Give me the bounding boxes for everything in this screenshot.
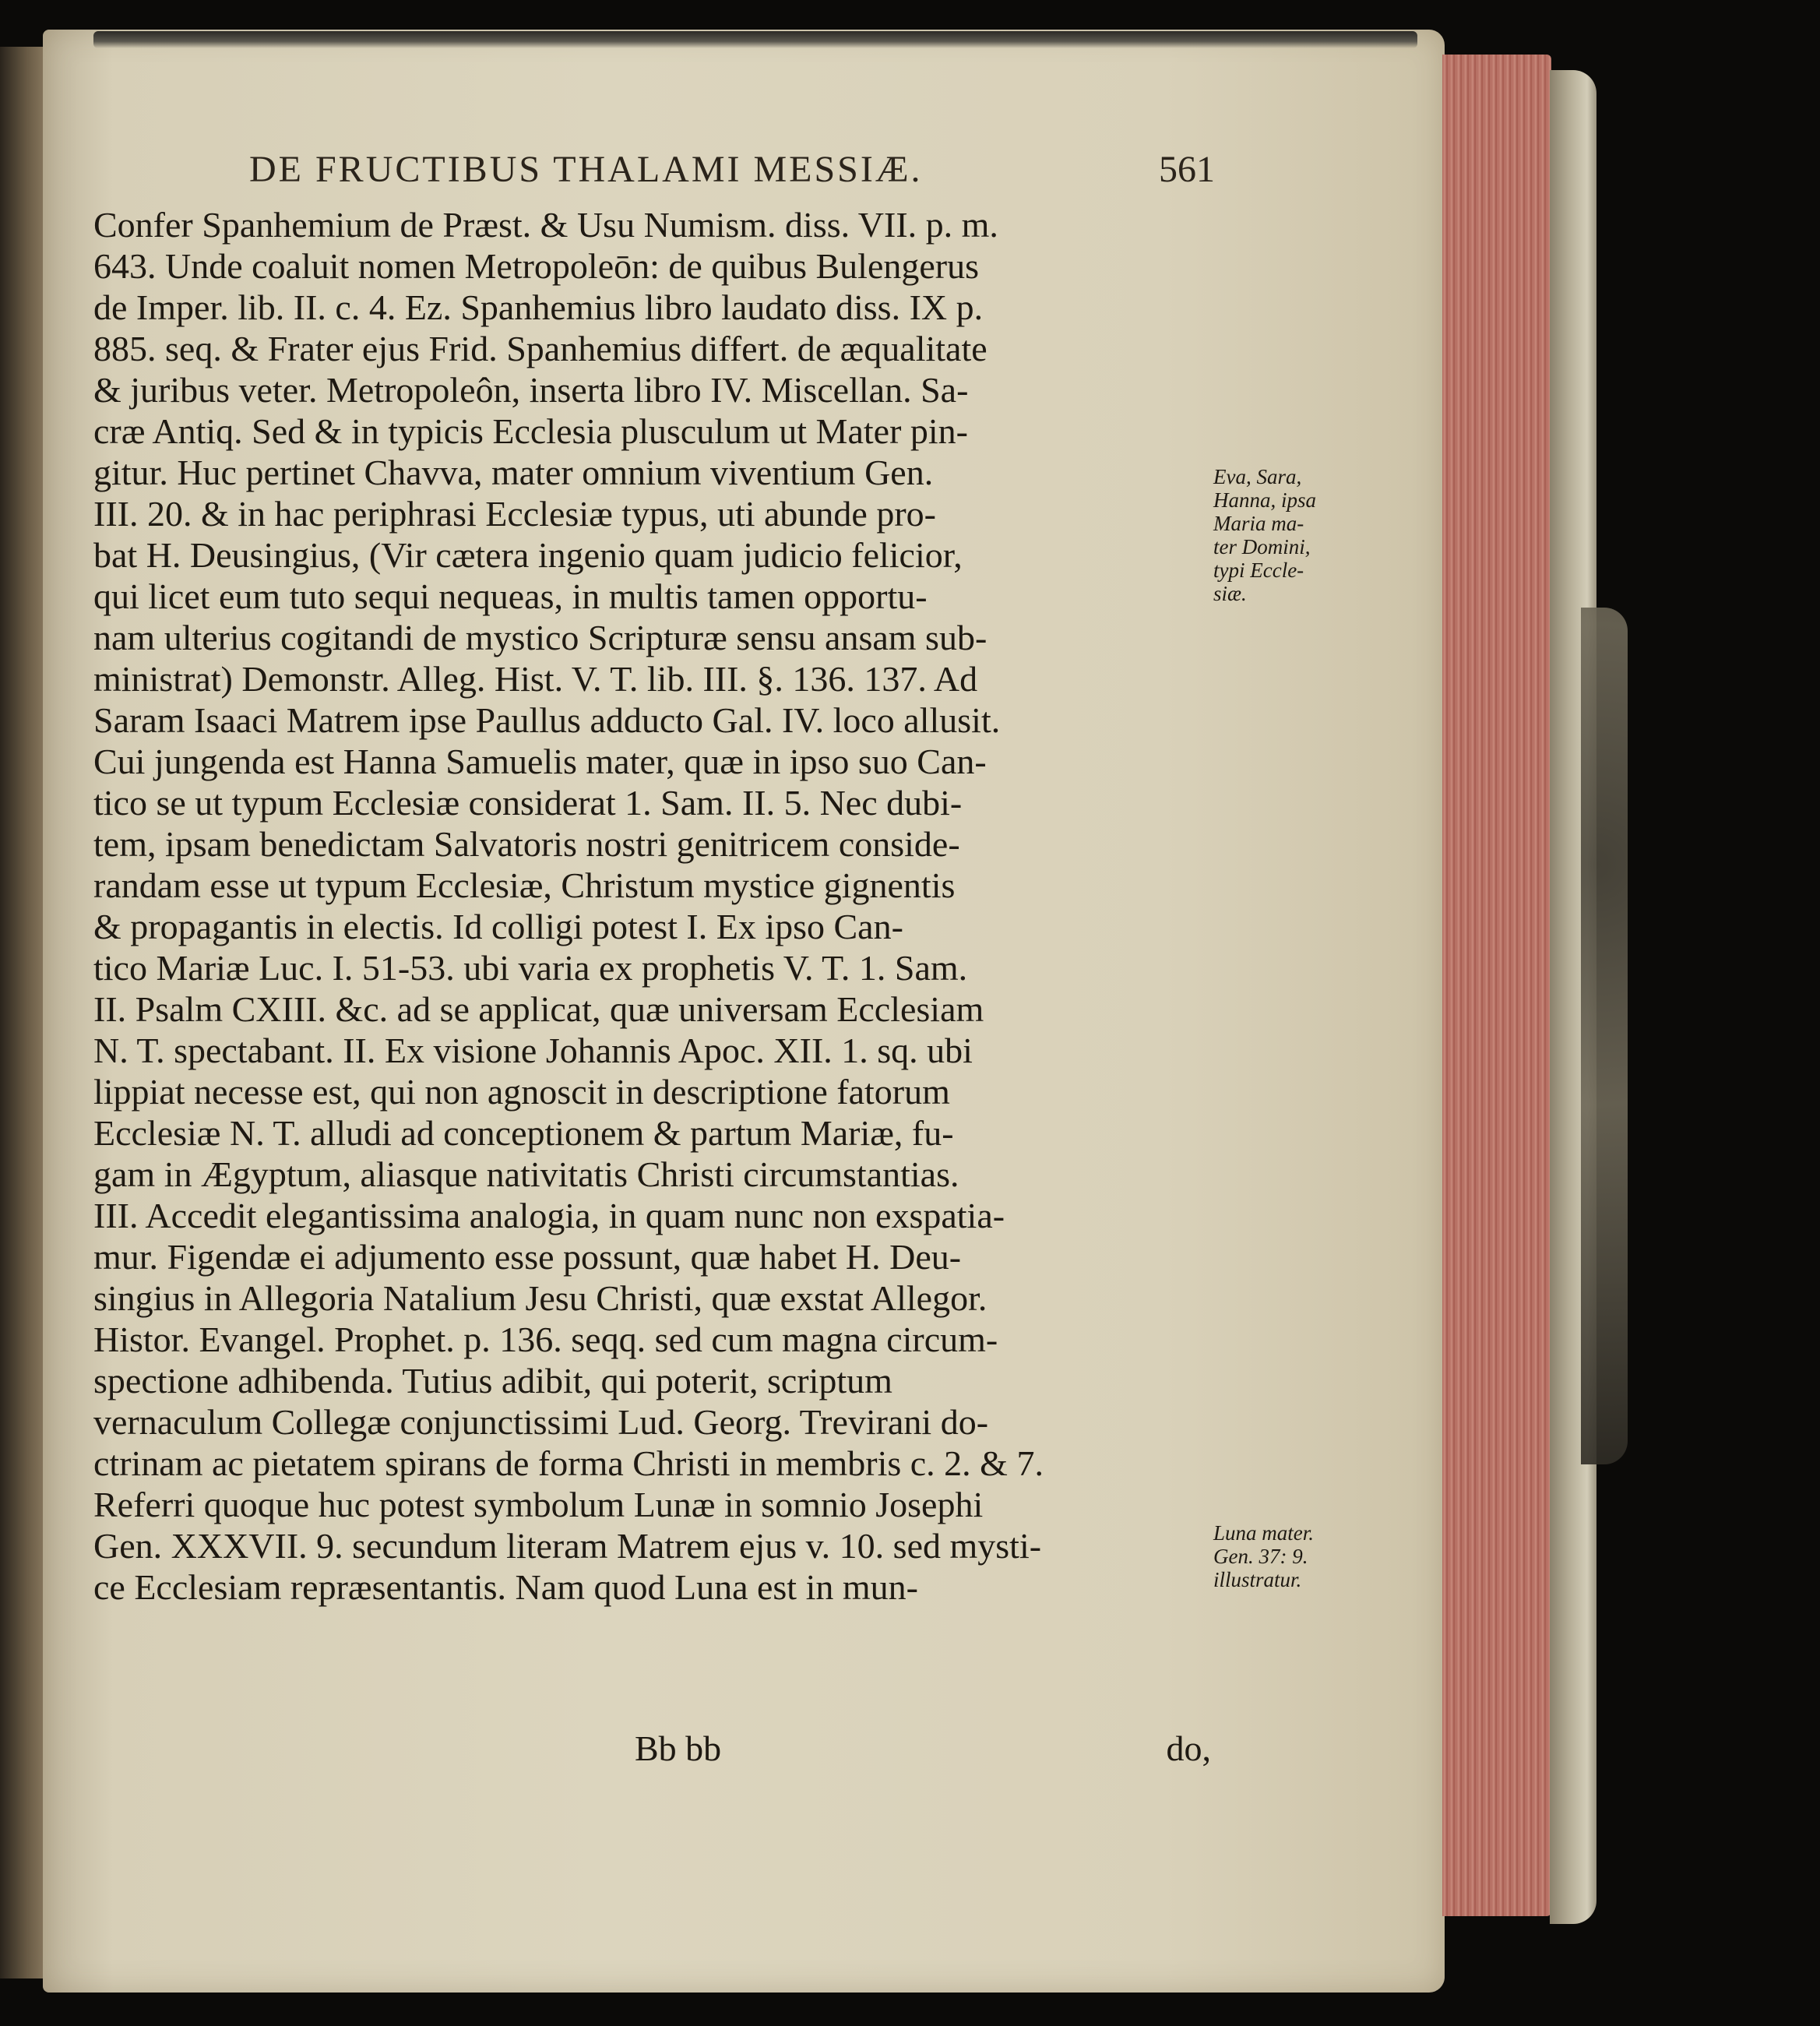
marginal-note-line: illustratur. (1213, 1568, 1302, 1591)
page-number: 561 (1159, 149, 1215, 190)
marginal-note-luna-mater (1213, 1521, 1354, 1591)
text-line: 885. seq. & Frater ejus Frid. Spanhemius differt. de æqualitate (93, 329, 987, 368)
text-line: vernaculum Collegæ conjunctissimi Lud. Georg. Trevirani do- (93, 1402, 989, 1442)
marginal-note-eva-sara (1213, 465, 1354, 605)
text-line: tico se ut typum Ecclesiæ considerat 1. Sam. II. 5. Nec dubi- (93, 783, 963, 823)
marginal-note-line: Gen. 37: 9. (1213, 1545, 1308, 1568)
text-line: lippiat necesse est, qui non agnoscit in descriptione fatorum (93, 1072, 950, 1112)
text-line: II. Psalm CXIII. &c. ad se applicat, quæ universam Ecclesiam (93, 989, 984, 1029)
text-line: 643. Unde coaluit nomen Metropoleōn: de quibus Bulengerus (93, 246, 980, 286)
text-line: singius in Allegoria Natalium Jesu Christi, quæ exstat Allegor. (93, 1278, 987, 1318)
text-line: Saram Isaaci Matrem ipse Paullus adducto Gal. IV. loco allusit. (93, 700, 1001, 740)
text-line: & propagantis in electis. Id colligi potest I. Ex ipso Can- (93, 907, 903, 946)
marginal-note-line: typi Eccle- (1213, 558, 1304, 582)
marginal-note-line: siæ. (1213, 582, 1247, 605)
fore-edge-pages (1442, 55, 1551, 1916)
text-line: Referri quoque huc potest symbolum Lunæ in somnio Josephi (93, 1485, 984, 1524)
text-line: Gen. XXXVII. 9. secundum literam Matrem ejus v. 10. sed mysti- (93, 1526, 1042, 1566)
running-title: DE FRUCTIBUS THALAMI MESSIÆ. (249, 149, 923, 190)
text-line: ministrat) Demonstr. Alleg. Hist. V. T. lib. III. §. 136. 137. Ad (93, 659, 978, 699)
text-line: bat H. Deusingius, (Vir cætera ingenio quam judicio felicior, (93, 535, 963, 575)
text-line: tem, ipsam benedictam Salvatoris nostri genitricem conside- (93, 824, 960, 864)
marginal-note-line: Luna mater. (1213, 1521, 1315, 1545)
text-line: spectione adhibenda. Tutius adibit, qui poterit, scriptum (93, 1361, 892, 1401)
text-line: mur. Figendæ ei adjumento esse possunt, quæ habet H. Deu- (93, 1237, 962, 1277)
text-line: N. T. spectabant. II. Ex visione Johannis Apoc. XII. 1. sq. ubi (93, 1031, 973, 1070)
body-text (93, 204, 1207, 1608)
text-line: & juribus veter. Metropoleôn, inserta libro IV. Miscellan. Sa- (93, 370, 969, 410)
text-line: III. Accedit elegantissima analogia, in quam nunc non exspatia- (93, 1196, 1005, 1235)
text-line: tico Mariæ Luc. I. 51-53. ubi varia ex prophetis V. T. 1. Sam. (93, 948, 968, 988)
marginal-note-line: Maria ma- (1213, 512, 1304, 535)
text-line: Ecclesiæ N. T. alludi ad conceptionem & partum Mariæ, fu- (93, 1113, 954, 1153)
text-line: cræ Antiq. Sed & in typicis Ecclesia plusculum ut Mater pin- (93, 411, 968, 451)
text-line: de Imper. lib. II. c. 4. Ez. Spanhemius libro laudato diss. IX p. (93, 287, 984, 327)
signature-mark: Bb bb (635, 1728, 722, 1768)
marginal-note-line: ter Domini, (1213, 535, 1311, 558)
text-line: qui licet eum tuto sequi nequeas, in multis tamen opportu- (93, 576, 928, 616)
page-top-edge (93, 31, 1417, 48)
text-line: nam ulterius cogitandi de mystico Scripturæ sensu ansam sub- (93, 618, 987, 657)
marginal-note-line: Eva, Sara, (1213, 465, 1302, 488)
left-page-edge (0, 47, 47, 1978)
text-line: ce Ecclesiam repræsentantis. Nam quod Luna est in mun- (93, 1567, 918, 1607)
marbled-cover (1581, 608, 1628, 1464)
text-line: Confer Spanhemium de Præst. & Usu Numism. diss. VII. p. m. (93, 205, 998, 245)
text-line: gam in Ægyptum, aliasque nativitatis Christi circumstantias. (93, 1154, 959, 1194)
text-line: ctrinam ac pietatem spirans de forma Christi in membris c. 2. & 7. (93, 1443, 1044, 1483)
text-line: III. 20. & in hac periphrasi Ecclesiæ typus, uti abunde pro- (93, 494, 936, 534)
text-line: Histor. Evangel. Prophet. p. 136. seqq. sed cum magna circum- (93, 1320, 998, 1359)
text-line: gitur. Huc pertinet Chavva, mater omnium viventium Gen. (93, 453, 934, 492)
marginal-note-line: Hanna, ipsa (1213, 488, 1317, 512)
catchword: do, (1166, 1728, 1211, 1768)
text-line: Cui jungenda est Hanna Samuelis mater, quæ in ipso suo Can- (93, 742, 987, 781)
text-line: randam esse ut typum Ecclesiæ, Christum mystice gignentis (93, 865, 956, 905)
